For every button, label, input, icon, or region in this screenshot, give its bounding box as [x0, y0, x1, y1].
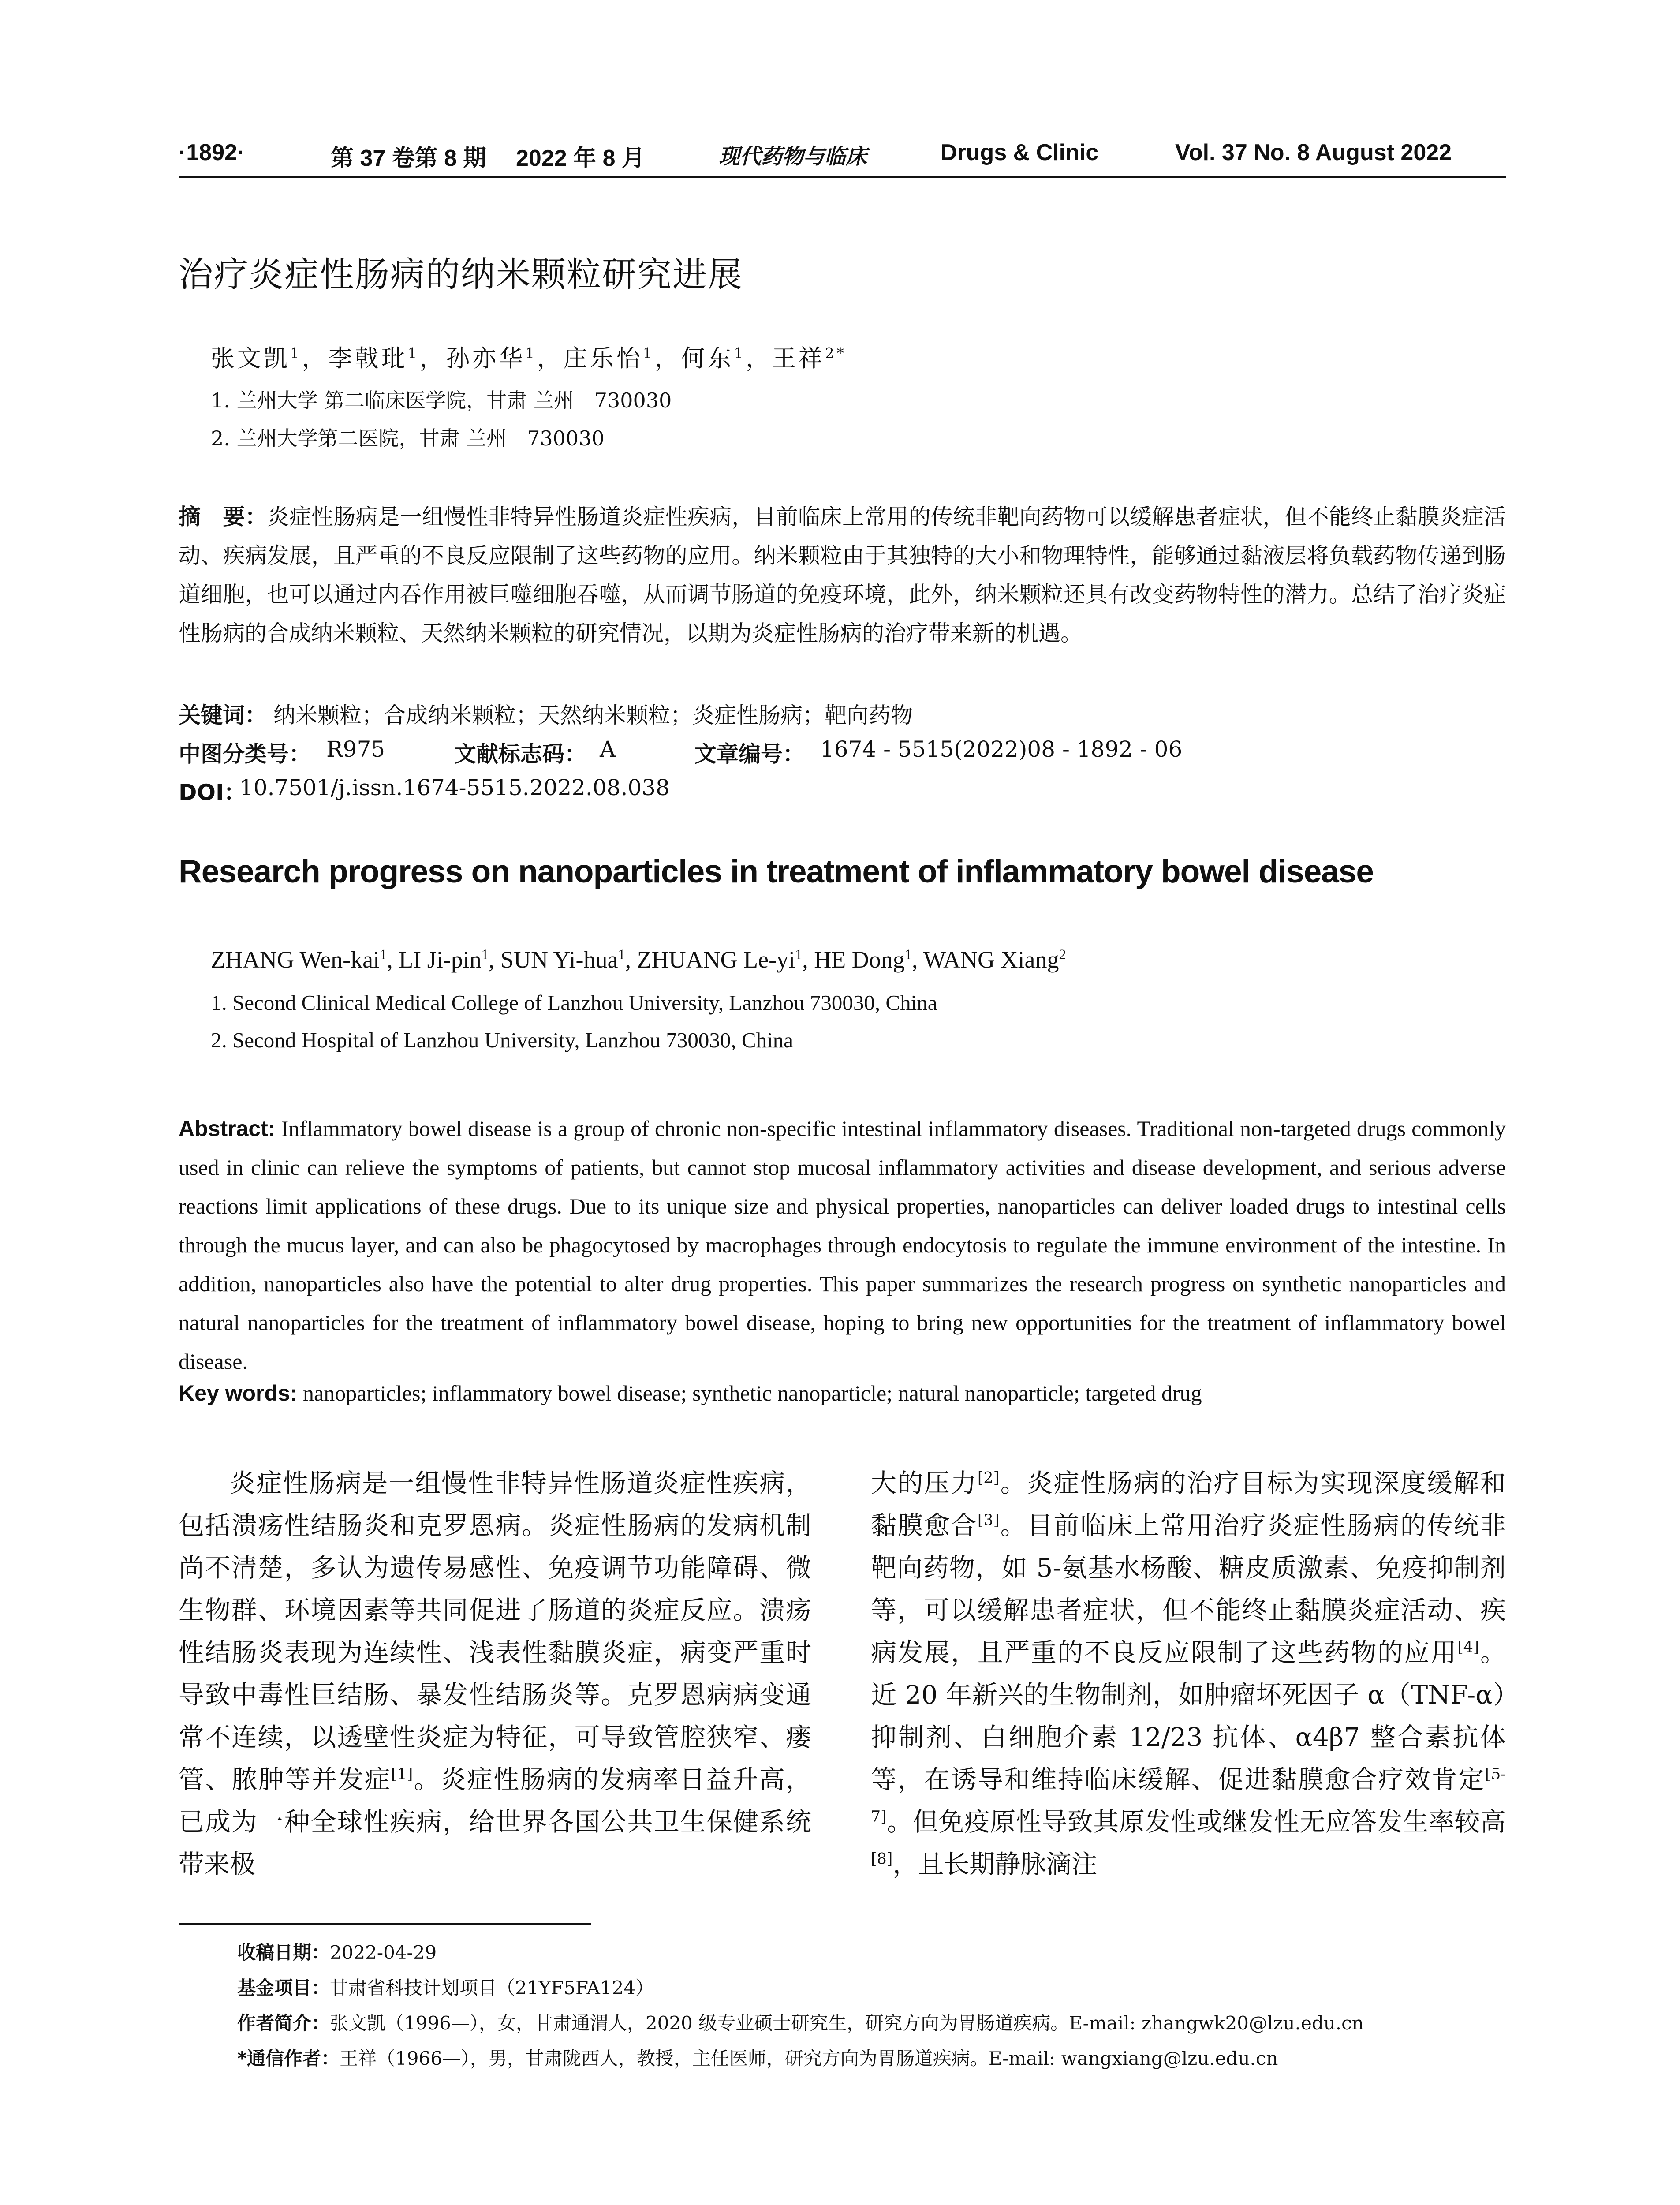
abstract-cn-label: 摘 要：	[179, 504, 267, 530]
abstract-cn-text: 炎症性肠病是一组慢性非特异性肠道炎症性疾病，目前临床上常用的传统非靶向药物可以缓解患者症状，但不能终止黏膜炎症活动、疾病发展，且严重的不良反应限制了这些药物的应用。纳米颗粒由于其独特的大小和物理特性，能够通过黏液层将负载药物传递到肠道细胞，也可以通过内吞作用被巨噬细胞吞噬，从而调节肠道的免疫环境，此外，纳米颗粒还具有改变药物特性的潜力。总结了治疗炎症性肠病的合成纳米颗粒、天然纳米颗粒的研究情况，以期为炎症性肠病的治疗带来新的机遇。	[179, 504, 1506, 646]
cn-author-affiliation-marker: 1	[642, 345, 655, 362]
journal-name-en: Drugs & Clinic	[941, 140, 1099, 165]
running-header	[179, 139, 1506, 175]
affiliation-cn-1: 1. 兰州大学 第二临床医学院，甘肃 兰州 730030	[211, 389, 672, 412]
author-bio-label: 作者简介：	[237, 2012, 330, 2034]
cn-author-separator: ，	[419, 344, 446, 372]
cn-author-affiliation-marker: 1	[734, 345, 746, 362]
en-author-affiliation-marker: 1	[481, 947, 489, 963]
keywords-en-label: Key words:	[179, 1381, 298, 1405]
author-list-en	[211, 946, 1066, 973]
cn-author-affiliation-marker: 1	[407, 345, 420, 362]
footnote-fund	[237, 1973, 654, 2000]
abstract-en-text: Inflammatory bowel disease is a group of chronic non-specific intestinal inflammatory diseases. Traditional non-targeted drugs commonly used in clinic can relieve the symptoms of patients, but cannot stop mucosal inflammatory activities and disease development, and serious adverse reactions limit applications of these drugs. Due to its unique size and physical properties, nanoparticles can deliver loaded drugs to intestinal cells through the mucus layer, and can also be phagocytosed by macrophages through endocytosis to regulate the immune environment of the intestine. In addition, nanoparticles also have the potential to alter drug properties. This paper summarizes the research progress on synthetic nanoparticles and natural nanoparticles for the treatment of inflammatory bowel disease, hoping to bring new opportunities for the treatment of inflammatory bowel disease.	[179, 1116, 1506, 1374]
en-author-name: ZHANG Wen-kai	[211, 946, 380, 973]
cn-author-name: 王祥	[772, 344, 825, 372]
article-title-en: Research progress on nanoparticles in treatment of inflammatory bowel disease	[179, 854, 1374, 889]
author-bio-value: 张文凯（1996—），女，甘肃通渭人，2020 级专业硕士研究生，研究方向为胃肠道疾病。E-mail: zhangwk20@lzu.edu.cn	[330, 2012, 1364, 2034]
en-author-name: HE Dong	[814, 946, 905, 973]
received-label: 收稿日期：	[237, 1942, 330, 1963]
body-text-segment: 大的压力	[871, 1468, 978, 1498]
footnote-received	[237, 1938, 437, 1965]
cn-author-affiliation-marker: 1	[525, 345, 537, 362]
doc-code-label: 文献标志码：	[454, 741, 586, 767]
clc-label: 中图分类号：	[179, 741, 311, 767]
keywords-cn-text: 纳米颗粒；合成纳米颗粒；天然纳米颗粒；炎症性肠病；靶向药物	[273, 703, 913, 728]
en-author-affiliation-marker: 1	[618, 947, 625, 963]
en-author-name: WANG Xiang	[923, 946, 1059, 973]
cn-author-name: 张文凯	[211, 344, 290, 372]
en-author-affiliation-marker: 1	[380, 947, 387, 963]
body-text-left-column	[179, 1462, 811, 1885]
article-number-label: 文章编号：	[694, 741, 805, 767]
footnote-author-bio	[237, 2009, 1364, 2035]
en-author-separator: ,	[488, 946, 500, 973]
journal-name-cn: 现代药物与临床	[719, 144, 867, 169]
affiliation-cn-2: 2. 兰州大学第二医院，甘肃 兰州 730030	[211, 426, 605, 450]
citation-reference: [1]	[391, 1765, 413, 1783]
article-number-value: 1674 - 5515(2022)08 - 1892 - 06	[820, 736, 1183, 762]
cn-author-separator: ，	[746, 344, 773, 372]
volume-issue-en: Vol. 37 No. 8 August 2022	[1175, 140, 1452, 165]
en-author-name: ZHUANG Le-yi	[637, 946, 795, 973]
footnote-corresponding-author	[237, 2044, 1278, 2070]
doc-code-value: A	[600, 736, 616, 762]
abstract-cn	[179, 497, 1506, 653]
article-title-cn: 治疗炎症性肠病的纳米颗粒研究进展	[179, 255, 743, 295]
affiliation-en-2: 2. Second Hospital of Lanzhou University, Lanzhou 730030, China	[211, 1028, 793, 1052]
cn-author-name: 孙亦华	[446, 344, 526, 372]
en-author-name: LI Ji-pin	[399, 946, 482, 973]
author-list-cn	[211, 340, 847, 374]
cn-author-name: 李戟玭	[328, 344, 408, 372]
body-text-segment: 。炎症性肠病的发病率日益升高，已成为一种全球性疾病，给世界各国公共卫生保健系统带来极	[179, 1764, 811, 1879]
keywords-cn-label: 关键词：	[179, 703, 267, 728]
citation-reference: [2]	[977, 1469, 1000, 1487]
keywords-en-text: nanoparticles; inflammatory bowel disease; synthetic nanoparticle; natural nanoparticle; targeted drug	[303, 1381, 1202, 1405]
fund-value: 甘肃省科技计划项目（21YF5FA124）	[330, 1977, 654, 1999]
clc-value: R975	[326, 736, 385, 762]
keywords-en	[179, 1380, 1202, 1406]
page-number: ·1892·	[179, 140, 245, 165]
abstract-en	[179, 1109, 1506, 1381]
body-text-segment: 。目前临床上常用治疗炎症性肠病的传统非靶向药物，如 5-氨基水杨酸、糖皮质激素、免疫抑制剂等，可以缓解患者症状，但不能终止黏膜炎症活动、疾病发展，且严重的不良反应限制了这些药物的应用	[871, 1510, 1506, 1667]
citation-reference: [8]	[871, 1850, 893, 1868]
en-author-separator: ,	[387, 946, 399, 973]
cn-author-separator: ，	[537, 344, 564, 372]
en-author-separator: ,	[911, 946, 923, 973]
citation-reference: [4]	[1457, 1638, 1479, 1656]
citation-reference: [5-7]	[871, 1765, 1506, 1826]
en-author-affiliation-marker: 2	[1059, 947, 1066, 963]
en-author-affiliation-marker: 1	[795, 947, 803, 963]
en-author-separator: ,	[625, 946, 637, 973]
cn-author-separator: ，	[302, 344, 329, 372]
body-text-segment: 。但免疫原性导致其原发性或继发性无应答发生率较高	[886, 1807, 1506, 1837]
corresponding-label: *通信作者：	[237, 2048, 340, 2069]
en-author-separator: ,	[802, 946, 814, 973]
en-author-name: SUN Yi-hua	[500, 946, 618, 973]
body-text-segment: 。近 20 年新兴的生物制剂，如肿瘤坏死因子 α（TNF-α）抑制剂、白细胞介素 12/23 抗体、α4β7 整合素抗体等，在诱导和维持临床缓解、促进黏膜愈合疗效肯定	[871, 1637, 1506, 1794]
cn-author-affiliation-marker: 2*	[825, 345, 847, 362]
body-text-right-column	[871, 1462, 1506, 1885]
fund-label: 基金项目：	[237, 1977, 330, 1999]
issue-date-cn: 2022 年 8 月	[516, 146, 645, 171]
volume-issue-cn: 第 37 卷第 8 期	[331, 146, 486, 171]
en-author-affiliation-marker: 1	[904, 947, 912, 963]
affiliation-en-1: 1. Second Clinical Medical College of Lanzhou University, Lanzhou 730030, China	[211, 990, 937, 1015]
abstract-en-label: Abstract:	[179, 1116, 276, 1141]
header-rule	[179, 176, 1506, 178]
cn-author-name: 何东	[681, 344, 734, 372]
cn-author-name: 庄乐怡	[563, 344, 643, 372]
footnote-rule	[179, 1923, 591, 1925]
corresponding-value: 王祥（1966—），男，甘肃陇西人，教授，主任医师，研究方向为胃肠道疾病。E-mail: wangxiang@lzu.edu.cn	[339, 2048, 1278, 2069]
doi-value: 10.7501/j.issn.1674-5515.2022.08.038	[239, 775, 670, 800]
cn-author-separator: ，	[654, 344, 681, 372]
received-date: 2022-04-29	[330, 1942, 437, 1963]
body-text-segment: 炎症性肠病是一组慢性非特异性肠道炎症性疾病，包括溃疡性结肠炎和克罗恩病。炎症性肠病的发病机制尚不清楚，多认为遗传易感性、免疫调节功能障碍、微生物群、环境因素等共同促进了肠道的炎症反应。溃疡性结肠炎表现为连续性、浅表性黏膜炎症，病变严重时导致中毒性巨结肠、暴发性结肠炎等。克罗恩病病变通常不连续，以透壁性炎症为特征，可导致管腔狭窄、瘘管、脓肿等并发症	[179, 1468, 811, 1794]
cn-author-affiliation-marker: 1	[290, 345, 302, 362]
doi-label: DOI：	[179, 780, 246, 805]
body-text-segment: 。炎症性肠病的治疗目标为实现深度缓解和黏膜愈合	[871, 1468, 1506, 1540]
body-text-segment: ，且长期静脉滴注	[892, 1849, 1098, 1879]
citation-reference: [3]	[977, 1511, 1000, 1529]
